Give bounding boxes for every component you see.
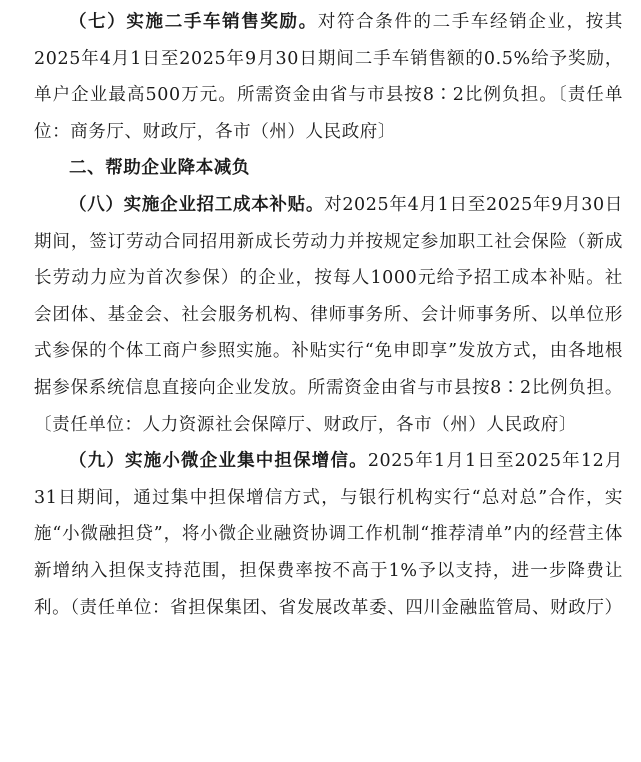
item-7-heading: （七）实施二手车销售奖励。 <box>69 12 318 32</box>
item-8-body: 对2025年4月1日至2025年9月30日期间，签订劳动合同招用新成长劳动力并按规定参加职工社会保险（新成长劳动力应为首次参保）的企业，按每人1000元给予招工成本补贴。社会团体、基金会、社会服务机构、律师事务所、会计师事务所、以单位形式参保的个体工商户参照实施。补贴实行“免申即享”发放方式，由各地根据参保系统信息直接向企业发放。所需资金由省与市县按8∶2比例负担。〔责任单位：人力资源社会保障厅、财政厅，各市（州）人民政府〕 <box>34 194 624 435</box>
paragraph-item-9 <box>34 443 623 626</box>
paragraph-item-7 <box>34 4 623 150</box>
item-9-body: 2025年1月1日至2025年12月31日期间，通过集中担保增信方式，与银行机构实行“总对总”合作，实施“小微融担贷”，将小微企业融资协调工作机制“推荐清单”内的经营主体新增纳入担保支持范围，担保费率按不高于1%予以支持，进一步降费让利。（责任单位：省担保集团、省发展改革委、四川金融监管局、财政厅） <box>34 451 623 618</box>
item-8-heading: （八）实施企业招工成本补贴。 <box>69 194 325 215</box>
paragraph-item-8 <box>34 187 623 443</box>
section-2-heading: 二、帮助企业降本减负 <box>69 158 250 179</box>
item-7-body: 对符合条件的二手车经销企业，按其2025年4月1日至2025年9月30日期间二手车销售额的0.5%给予奖励，单户企业最高500万元。所需资金由省与市县按8∶2比例负担。〔责任单位：商务厅、财政厅，各市（州）人民政府〕 <box>34 12 623 142</box>
item-9-heading: （九）实施小微企业集中担保增信。 <box>69 451 368 472</box>
